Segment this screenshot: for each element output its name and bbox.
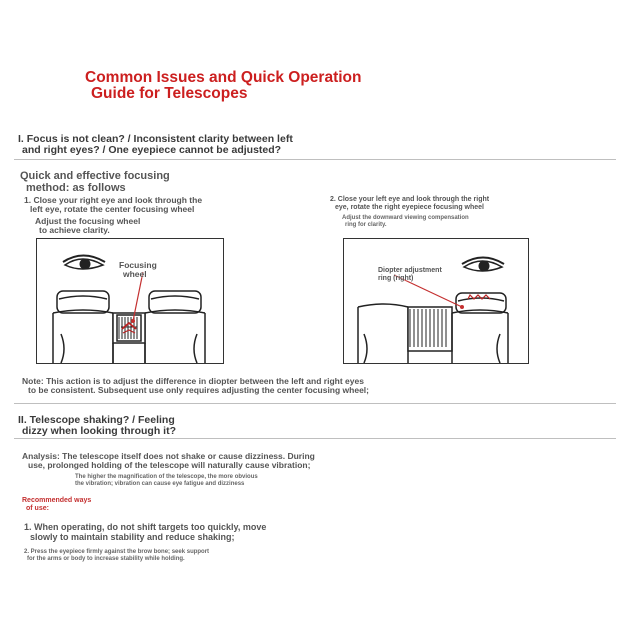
diopter-label-line-2: ring (right) <box>378 275 414 282</box>
tip1-text <box>24 522 266 542</box>
analysis-line-1: Analysis: The telescope itself does not shake or cause dizziness. During <box>22 451 315 461</box>
focusing-label-line-2: wheel <box>123 269 147 279</box>
step1-subtext <box>35 217 140 235</box>
section1-heading-line-1: I. Focus is not clean? / Inconsistent clarity between left <box>18 133 293 145</box>
step2-sub-line-1: Adjust the downward viewing compensation <box>342 215 469 221</box>
eye-icon <box>63 256 105 270</box>
analysis-sub-line-1: The higher the magnification of the telescope, the more obvious <box>75 474 258 480</box>
diopter-label-line-1: Diopter adjustment <box>378 267 442 274</box>
step2-text <box>330 196 489 212</box>
title-line-1: Common Issues and Quick Operation <box>85 69 362 86</box>
section1-heading-line-2: and right eyes? / One eyepiece cannot be adjusted? <box>22 144 282 156</box>
recommended-line-1: Recommended ways <box>22 497 92 504</box>
binoculars-right-diagram <box>344 239 528 363</box>
step1-sub-line-2: to achieve clarity. <box>39 225 110 235</box>
section2-heading-line-1: II. Telescope shaking? / Feeling <box>18 414 175 426</box>
step2-subtext <box>342 215 469 229</box>
diopter-ring-icon <box>452 293 508 363</box>
focusing-label-line-1: Focusing <box>119 260 157 270</box>
diopter-ring-illustration <box>343 238 529 364</box>
method-subtitle <box>20 170 170 194</box>
step1-text <box>24 196 202 214</box>
section2-heading-line-2: dizzy when looking through it? <box>22 425 176 437</box>
method-line-1: Quick and effective focusing <box>20 170 170 182</box>
binoculars-left-diagram <box>37 239 223 363</box>
tip2-text <box>24 549 209 563</box>
analysis-text <box>22 452 315 470</box>
note-line-1: Note: This action is to adjust the difference in diopter between the left and right eyes <box>22 376 364 386</box>
divider <box>14 438 616 439</box>
divider <box>14 403 616 404</box>
right-barrel <box>145 291 205 363</box>
analysis-line-2: use, prolonged holding of the telescope will naturally cause vibration; <box>28 460 311 470</box>
recommended-label <box>22 497 91 513</box>
step1-line-2: left eye, rotate the center focusing wheel <box>30 204 195 214</box>
eye-icon <box>462 258 504 272</box>
tip2-line-2: for the arms or body to increase stability while holding. <box>27 556 185 562</box>
step2-line-1: 2. Close your left eye and look through the right <box>330 196 490 203</box>
diopter-ring-label <box>378 267 442 283</box>
tip1-line-1: 1. When operating, do not shift targets too quickly, move <box>24 522 267 532</box>
tip1-line-2: slowly to maintain stability and reduce shaking; <box>30 532 235 542</box>
focusing-wheel-icon <box>113 313 145 363</box>
method-line-2: method: as follows <box>26 182 126 194</box>
divider <box>14 159 616 160</box>
page-title <box>85 70 361 102</box>
step2-line-2: eye, rotate the right eyepiece focusing wheel <box>335 204 484 211</box>
step2-sub-line-2: ring for clarity. <box>345 222 387 228</box>
focusing-wheel-label <box>119 261 157 279</box>
note-line-2: to be consistent. Subsequent use only requires adjusting the center focusing wheel; <box>28 385 370 395</box>
step1-line-1: 1. Close your right eye and look through the <box>24 195 203 205</box>
tip2-line-1: 2. Press the eyepiece firmly against the brow bone; seek support <box>24 549 210 555</box>
note-text <box>22 377 369 395</box>
recommended-line-2: of use: <box>26 505 49 512</box>
focusing-wheel-illustration <box>36 238 224 364</box>
analysis-subtext <box>75 474 258 488</box>
title-line-2: Guide for Telescopes <box>91 85 248 102</box>
analysis-sub-line-2: the vibration; vibration can cause eye fatigue and dizziness <box>75 481 245 487</box>
left-barrel <box>53 291 113 363</box>
step1-sub-line-1: Adjust the focusing wheel <box>35 216 141 226</box>
section1-heading <box>18 134 293 156</box>
section2-heading <box>18 415 176 437</box>
